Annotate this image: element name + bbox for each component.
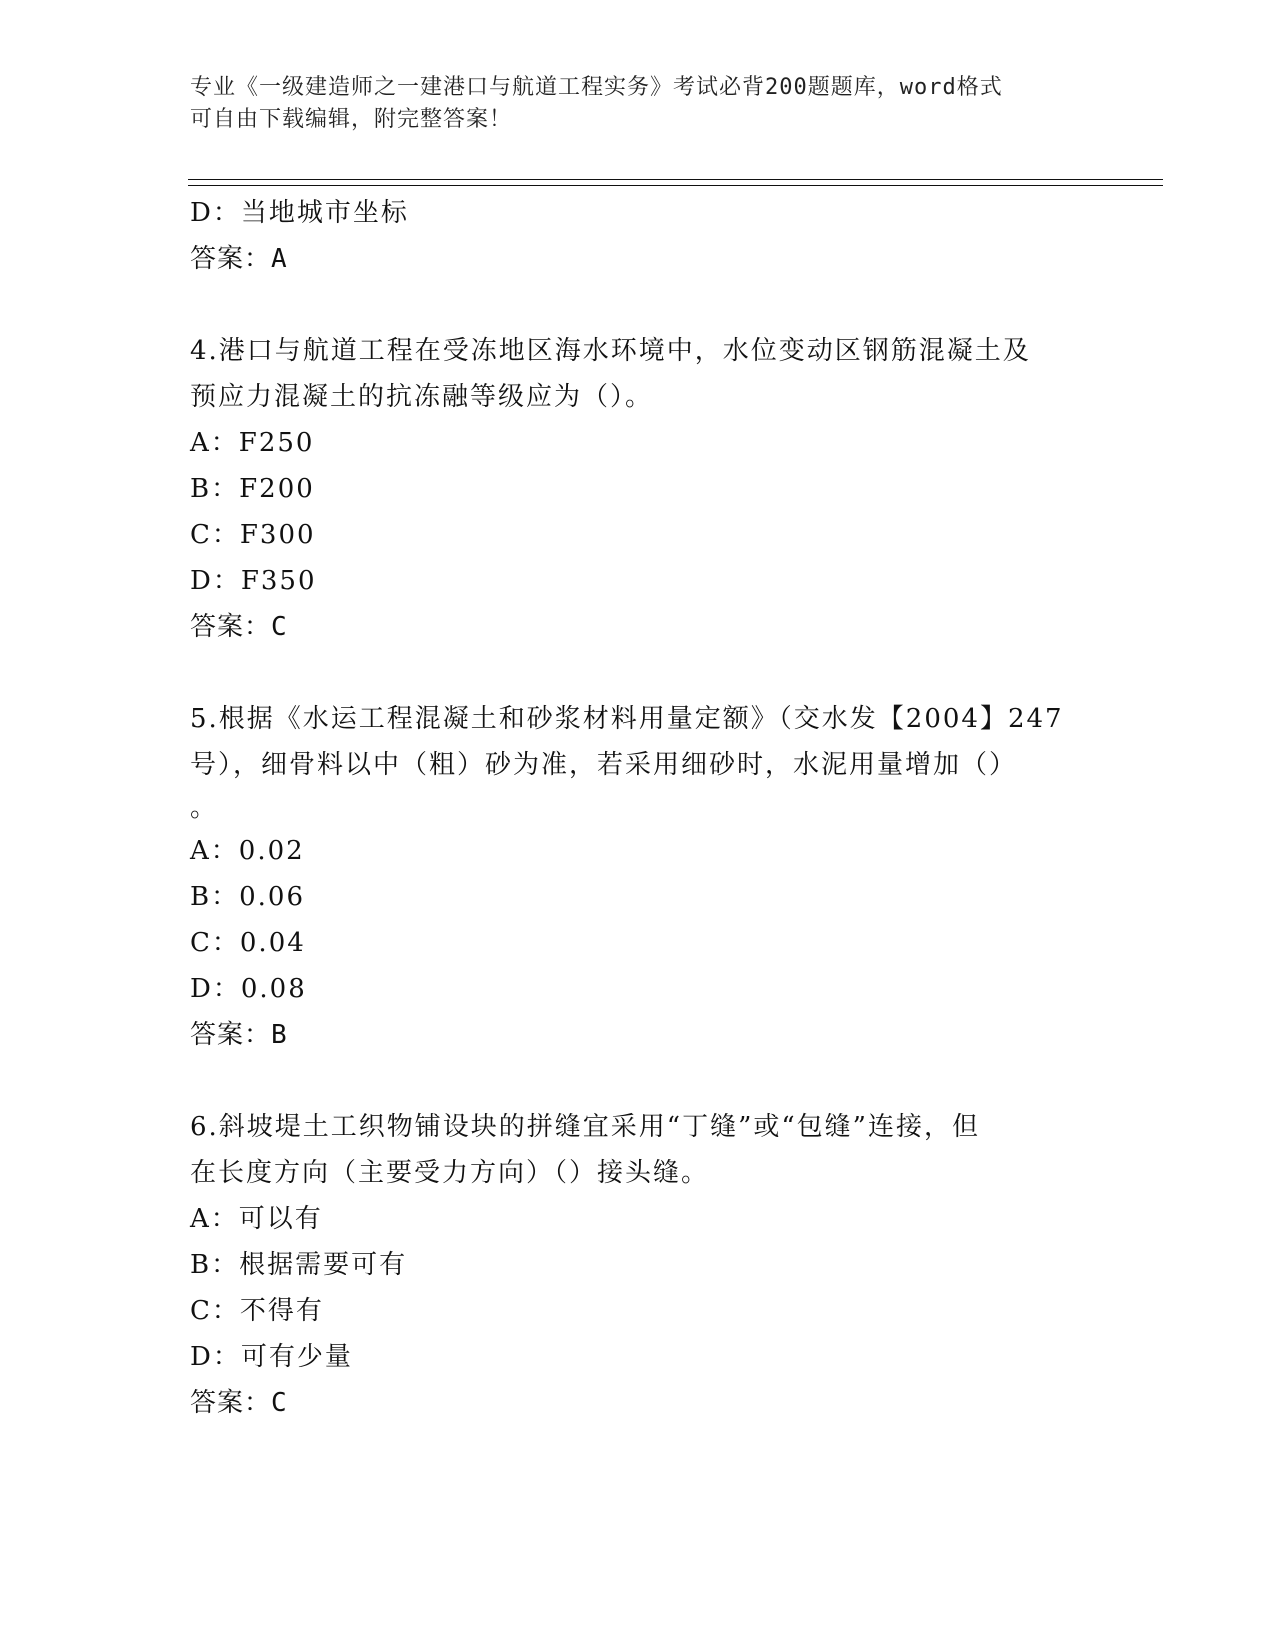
header-divider-top bbox=[188, 179, 1163, 180]
question-stem-line: 4.港口与航道工程在受冻地区海水环境中，水位变动区钢筋混凝土及 bbox=[190, 336, 1031, 366]
question-3-tail bbox=[190, 190, 1090, 282]
header-title-line-1: 专业《一级建造师之一建港口与航道工程实务》考试必背200题题库，word格式 bbox=[190, 75, 1003, 100]
question-stem-line: 在长度方向（主要受力方向）（）接头缝。 bbox=[190, 1158, 710, 1188]
option-b: B：根据需要可有 bbox=[190, 1250, 408, 1280]
page-header bbox=[190, 72, 1080, 136]
question-4 bbox=[190, 328, 1090, 650]
answer-line: 答案：C bbox=[190, 1388, 288, 1418]
spacer bbox=[190, 650, 1090, 696]
option-a: A：可以有 bbox=[190, 1204, 323, 1234]
option-d: D：F350 bbox=[190, 566, 317, 596]
question-list bbox=[190, 190, 1090, 1426]
option-c: C：0.04 bbox=[190, 928, 306, 958]
spacer bbox=[190, 1058, 1090, 1104]
option-c: C：不得有 bbox=[190, 1296, 324, 1326]
option-b: B：0.06 bbox=[190, 882, 305, 912]
option-b: B：F200 bbox=[190, 474, 315, 504]
option-d: D：可有少量 bbox=[190, 1342, 353, 1372]
answer-line: 答案：A bbox=[190, 244, 288, 274]
option-a: A：F250 bbox=[190, 428, 315, 458]
header-title-line-2: 可自由下载编辑，附完整答案！ bbox=[190, 107, 513, 132]
question-stem-line: 号），细骨料以中（粗）砂为准，若采用细砂时，水泥用量增加（） bbox=[190, 750, 1018, 780]
answer-line: 答案：B bbox=[190, 1020, 288, 1050]
answer-line: 答案：C bbox=[190, 612, 288, 642]
option-d: D：当地城市坐标 bbox=[190, 198, 409, 228]
option-d: D：0.08 bbox=[190, 974, 307, 1004]
question-6 bbox=[190, 1104, 1090, 1426]
header-divider-bottom bbox=[188, 185, 1163, 186]
spacer bbox=[190, 282, 1090, 328]
question-stem-line: 预应力混凝土的抗冻融等级应为（）。 bbox=[190, 382, 654, 412]
question-stem-line: 。 bbox=[190, 793, 219, 823]
question-stem-line: 5.根据《水运工程混凝土和砂浆材料用量定额》（交水发【2004】247 bbox=[190, 704, 1064, 734]
question-stem-line: 6.斜坡堤土工织物铺设块的拼缝宜采用“丁缝”或“包缝”连接，但 bbox=[190, 1112, 980, 1142]
question-5 bbox=[190, 696, 1090, 1058]
option-c: C：F300 bbox=[190, 520, 316, 550]
option-a: A：0.02 bbox=[190, 836, 305, 866]
